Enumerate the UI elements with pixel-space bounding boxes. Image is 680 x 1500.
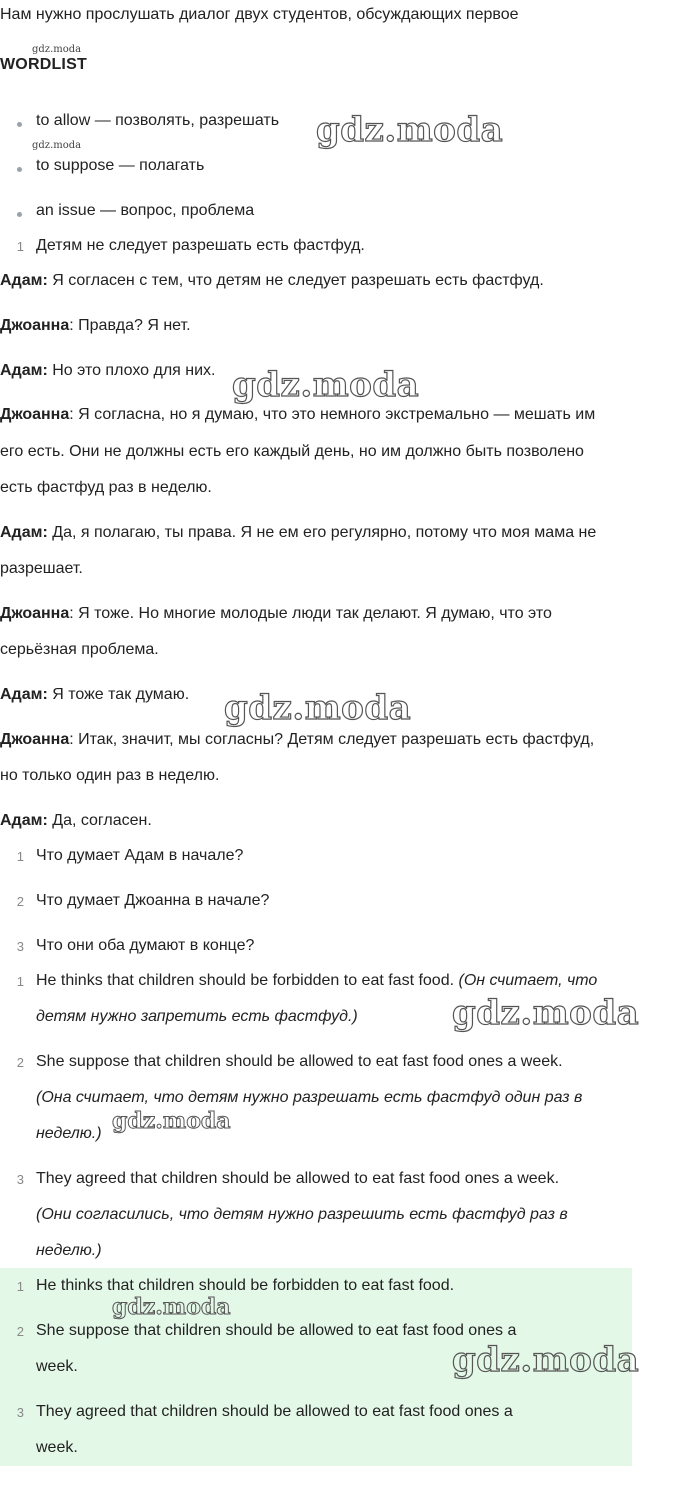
watermark-small: gdz.moda bbox=[32, 140, 82, 151]
list-number: 1 bbox=[16, 974, 24, 989]
dialogue-line-cont: его есть. Они не должны есть его каждый день, но им должно быть позволено bbox=[0, 443, 584, 460]
final-answer: He thinks that children should be forbidden to eat fast food. bbox=[36, 1277, 455, 1294]
question-text: Что они оба думают в конце? bbox=[36, 937, 255, 954]
dialogue-line: Джоанна: Итак, значит, мы согласны? Детям следует разрешать есть фастфуд, bbox=[0, 731, 595, 748]
watermark-logo: gdz.moda bbox=[112, 1108, 231, 1134]
list-number: 3 bbox=[16, 1405, 24, 1420]
watermark-logo: gdz.moda bbox=[452, 1340, 640, 1380]
list-number: 2 bbox=[16, 1055, 24, 1070]
statement-text: Детям не следует разрешать есть фастфуд. bbox=[36, 237, 365, 254]
answer-translation: детям нужно запретить есть фастфуд.) bbox=[36, 1008, 358, 1025]
wordlist-item: to allow — позволять, разрешать bbox=[36, 112, 280, 129]
intro-text: Нам нужно прослушать диалог двух студентов, обсуждающих первое bbox=[0, 6, 519, 23]
final-answer: She suppose that children should be allowed to eat fast food ones a bbox=[36, 1322, 517, 1339]
question-text: Что думает Джоанна в начале? bbox=[36, 892, 270, 909]
wordlist-item: an issue — вопрос, проблема bbox=[36, 202, 255, 219]
dialogue-line: Адам: Да, я полагаю, ты права. Я не ем его регулярно, потому что моя мама не bbox=[0, 524, 597, 541]
list-number: 2 bbox=[16, 1324, 24, 1339]
watermark-logo: gdz.moda bbox=[452, 993, 640, 1033]
watermark-logo: gdz.moda bbox=[232, 365, 420, 405]
dialogue-line: Джоанна: Я согласна, но я думаю, что это немного экстремально — мешать им bbox=[0, 406, 596, 423]
dialogue-line: Адам: Да, согласен. bbox=[0, 812, 152, 829]
question-text: Что думает Адам в начале? bbox=[36, 847, 244, 864]
dialogue-line: Адам: Я согласен с тем, что детям не следует разрешать есть фастфуд. bbox=[0, 272, 544, 289]
watermark-small: gdz.moda bbox=[32, 44, 82, 55]
speaker-name: Адам bbox=[0, 812, 43, 829]
speaker-name: Адам bbox=[0, 272, 43, 289]
bullet-icon bbox=[17, 167, 22, 172]
speaker-name: Джоанна bbox=[0, 317, 70, 334]
list-number: 3 bbox=[16, 939, 24, 954]
final-answer-cont: week. bbox=[36, 1358, 78, 1375]
speaker-name: Джоанна bbox=[0, 731, 70, 748]
dialogue-line: Адам: Я тоже так думаю. bbox=[0, 686, 190, 703]
bullet-icon bbox=[17, 122, 22, 127]
list-number: 3 bbox=[16, 1172, 24, 1187]
list-number: 2 bbox=[16, 894, 24, 909]
bullet-icon bbox=[17, 212, 22, 217]
dialogue-line-cont: но только один раз в неделю. bbox=[0, 767, 220, 784]
answer-translation: (Она считает, что детям нужно разрешать есть фастфуд один раз в bbox=[36, 1089, 583, 1106]
list-number: 1 bbox=[16, 849, 24, 864]
dialogue-line: Джоанна: Я тоже. Но многие молодые люди так делают. Я думаю, что это bbox=[0, 605, 552, 622]
speaker-name: Джоанна bbox=[0, 605, 70, 622]
dialogue-line: Джоанна: Правда? Я нет. bbox=[0, 317, 191, 334]
watermark-logo: gdz.moda bbox=[112, 1294, 231, 1320]
dialogue-line: Адам: Но это плохо для них. bbox=[0, 362, 216, 379]
watermark-logo: gdz.moda bbox=[316, 110, 504, 150]
dialogue-line-cont: разрешает. bbox=[0, 560, 83, 577]
answer-translation: неделю.) bbox=[36, 1125, 102, 1142]
dialogue-line-cont: есть фастфуд раз в неделю. bbox=[0, 479, 212, 496]
answer-line: She suppose that children should be allowed to eat fast food ones a week. bbox=[36, 1053, 563, 1070]
answer-translation: (Они согласились, что детям нужно разрешить есть фастфуд раз в bbox=[36, 1206, 568, 1223]
speaker-name: Джоанна bbox=[0, 406, 70, 423]
list-number: 1 bbox=[16, 1279, 24, 1294]
watermark-logo: gdz.moda bbox=[224, 688, 412, 728]
final-answer: They agreed that children should be allowed to eat fast food ones a bbox=[36, 1403, 513, 1420]
speaker-name: Адам bbox=[0, 524, 43, 541]
answer-line: He thinks that children should be forbidden to eat fast food. (Он считает, что bbox=[36, 972, 598, 989]
answer-line: They agreed that children should be allowed to eat fast food ones a week. bbox=[36, 1170, 560, 1187]
wordlist-item: to suppose — полагать bbox=[36, 157, 205, 174]
speaker-name: Адам bbox=[0, 362, 43, 379]
list-number: 1 bbox=[16, 239, 24, 254]
final-answer-cont: week. bbox=[36, 1439, 78, 1456]
speaker-name: Адам bbox=[0, 686, 43, 703]
dialogue-line-cont: серьёзная проблема. bbox=[0, 641, 159, 658]
answer-translation: неделю.) bbox=[36, 1242, 102, 1259]
wordlist-title: WORDLIST bbox=[0, 56, 87, 73]
